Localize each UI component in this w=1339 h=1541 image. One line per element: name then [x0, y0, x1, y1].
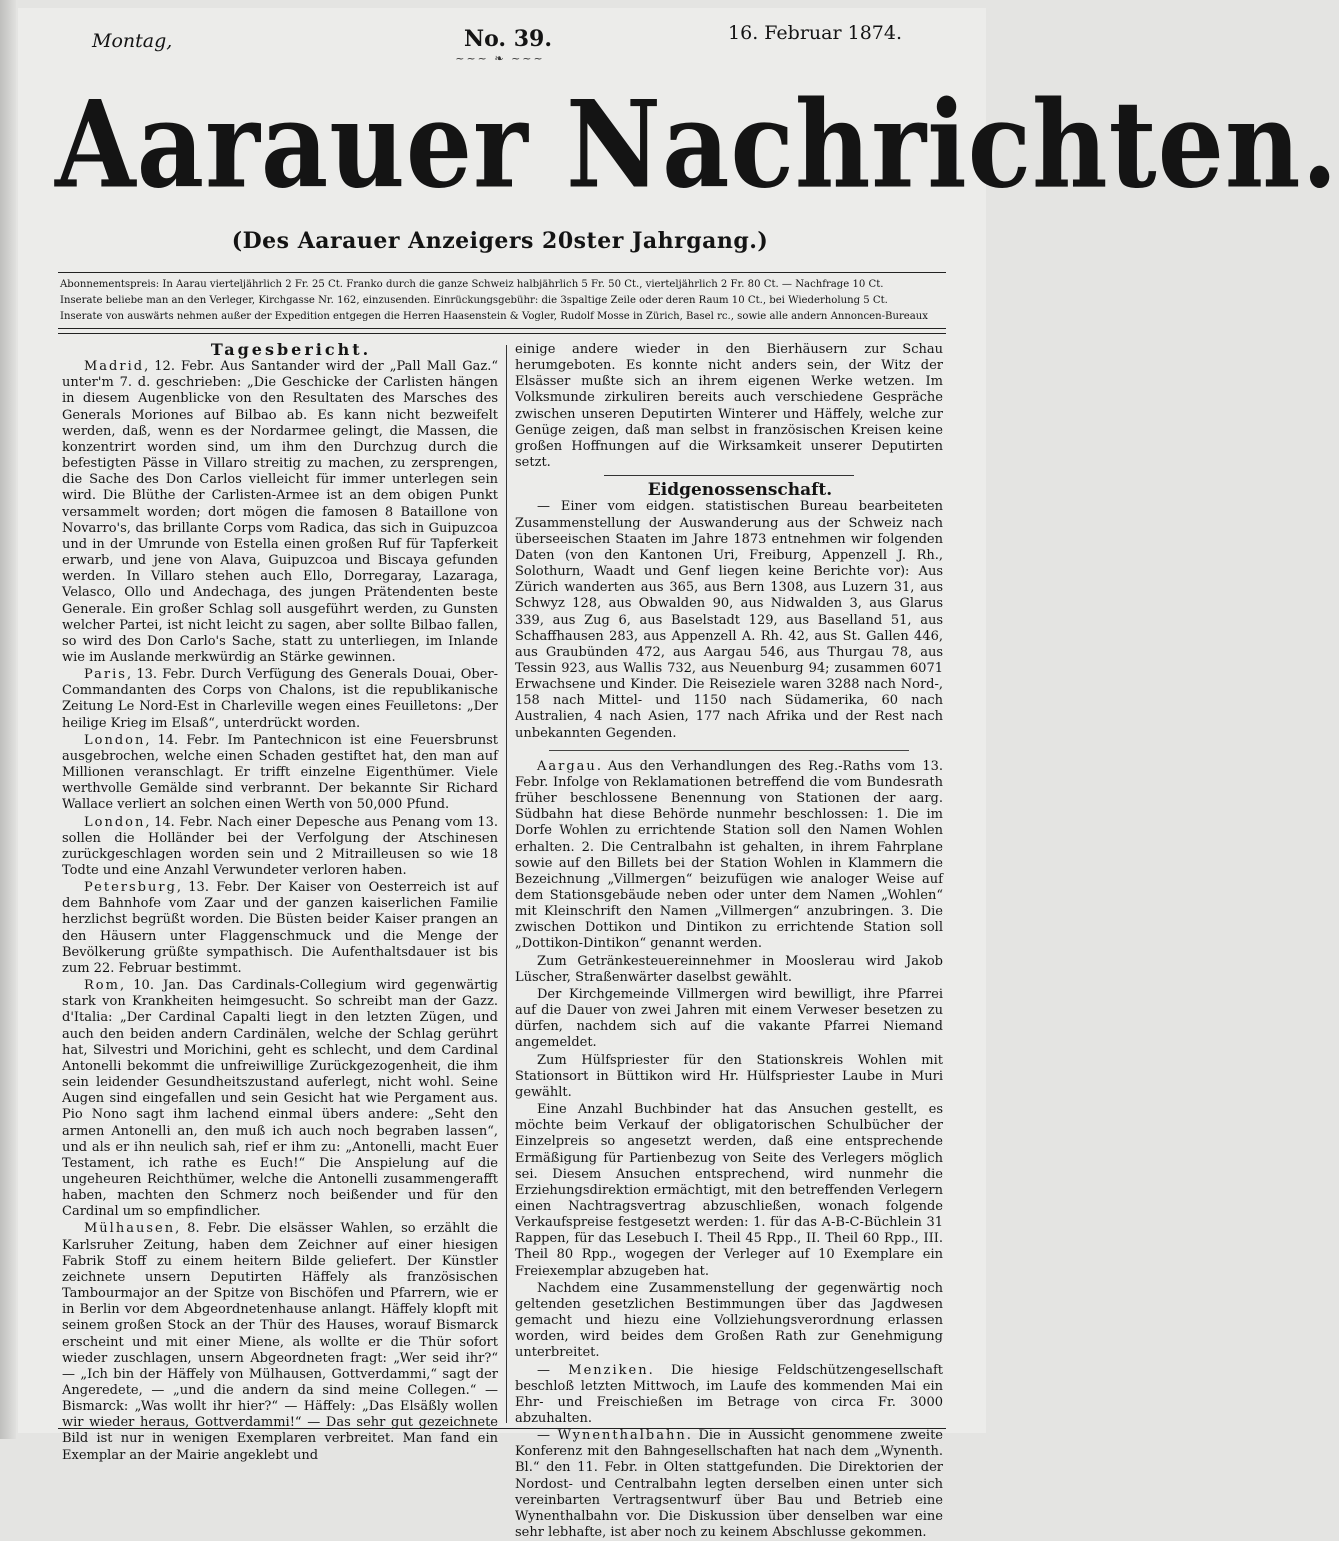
dateline-place: Wynenthalbahn [557, 1428, 687, 1444]
masthead-subtitle: (Des Aarauer Anzeigers 20ster Jahrgang.) [231, 228, 769, 254]
right-column [515, 342, 943, 1541]
article-paragraph [62, 359, 498, 666]
dateline-place: Paris [84, 667, 127, 683]
issue-number: No. 39. [464, 26, 552, 52]
dateline-place: Petersburg [84, 880, 177, 896]
subscription-notice [60, 277, 944, 325]
notice-rule-double [58, 333, 946, 334]
notice-line: Inserate von auswärts nehmen außer der Expedition entgegen die Herren Haasenstein & Vogler, Rudolf Mosse in Zürich, Basel rc., sowie alle andern Annoncen-Bureaux [60, 311, 928, 322]
article-paragraph: Zum Getränkesteuereinnehmer in Mooslerau wird Jakob Lüscher, Straßenwärter daselbst gewählt. [515, 953, 943, 985]
article-text: , 13. Febr. Der Kaiser von Oesterreich ist auf dem Bahnhofe vom Zaar und der ganzen kaiserlichen Familie herzlichst begrüßt worden. Die Büsten beider Kaiser prangen an den Häusern unter Flaggenschmuck und die Menge der Bevölkerung grüßte sympathisch. Die Aufenthaltsdauer ist bis zum 22. Februar bestimmt. [62, 880, 498, 976]
article-paragraph: Der Kirchgemeinde Villmergen wird bewilligt, ihre Pfarrei auf die Dauer von zwei Jahren mit einem Verweser besetzen zu dürfen, nachdem sich auf die vakante Pfarrei Niemand angemeldet. [515, 986, 943, 1051]
issue-day: Montag, [92, 30, 173, 52]
notice-line: Inserate beliebe man an den Verleger, Kirchgasse Nr. 162, einzusenden. Einrückungsgebühr: die 3spaltige Zeile oder deren Raum 10 Ct., bei Wiederholung 5 Ct. [60, 295, 888, 306]
article-continuation: einige andere wieder in den Bierhäusern zur Schau herumgeboten. Es konnte nicht anders sein, der Witz der Elsässer mußte sich an ihrem eigenen Werke wetzen. Im Volksmunde zirkuliren bereits auch verschiedene Gespräche zwischen unseren Deputirten Winterer und Häffely, welche zur Genüge zeigen, daß man selbst in französischen Kreisen keine großen Hoffnungen auf die Wirksamkeit unserer Deputirten setzt. [515, 342, 943, 471]
article-paragraph: Zum Hülfspriester für den Stationskreis Wohlen mit Stationsort in Büttikon wird Hr. Hülfspriester Laube in Muri gewählt. [515, 1052, 943, 1100]
article-text: , 12. Febr. Aus Santander wird der „Pall Mall Gaz.“ unter'm 7. d. geschrieben: „Die Geschicke der Carlisten hängen in diesem Augenblicke von den Resultaten des Marsches des Generals Moriones auf Bilbao ab. Es kann nicht bezweifelt werden, daß, wenn es der Nordarmee gelingt, die Massen, die konzentrirt worden sind, um ihm den Durchzug durch die befestigten Pässe in Villaro streitig zu machen, zu zersprengen, die Sache des Don Carlos vielleicht für immer unterlegen sein wird. Die Blüthe der Carlisten-Armee ist an dem obigen Punkt versammelt worden; dort mögen die famosen 8 Bataillone von Novarro's, das brillante Corps vom Radica, das sich in Guipuzcoa und in der Umrunde von Estella einen großen Ruf für Tapferkeit erwarb, und jene von Alava, Guipuzcoa und Biscaya gefunden werden. In Villaro stehen auch Ello, Dorregaray, Lazaraga, Velasco, Ollo und Andechaga, des jungen Prätendenten beste Generale. Ein großer Schlag soll ausgeführt werden, zu Gunsten welcher Partei, ist nicht leicht zu sagen, aber sollte Bilbao fallen, so wird des Don Carlo's Sache, statt zu unterliegen, im Inlande wie im Auslande merkwürdig an Stärke gewinnen. [62, 359, 498, 665]
dateline-place: Aargau [537, 758, 597, 774]
dateline-place: Madrid [84, 359, 145, 375]
dateline-place: Rom [84, 978, 120, 994]
article-paragraph: Nachdem eine Zusammenstellung der gegenwärtig noch geltenden gesetzlichen Bestimmungen über das Jagdwesen gemacht und hiezu eine Vollziehungsverordnung erlassen worden, wird beides dem Großen Rath zur Genehmigung unterbreitet. [515, 1280, 943, 1361]
article-text: . Aus den Verhandlungen des Reg.-Raths vom 13. Febr. Infolge von Reklamationen betreffend die vom Bundesrath früher beschlossene Benennung von Stationen der aarg. Südbahn hat diese Behörde nunmehr beschlossen: 1. Die im Dorfe Wohlen zu errichtende Station soll den Namen Wohlen erhalten. 2. Die Centralbahn ist gehalten, in ihrem Fahrplane sowie auf den Billets bei der Station Wohlen in Klammern die Bezeichnung „Villmergen“ beizufügen wie analoger Weise auf dem Stationsgebäude neben oder unter dem Namen „Wohlen“ mit Kleinschrift den Namen „Villmergen“ anzubringen. 3. Die zwischen Dottikon und Dintikon zu errichtende Station soll „Dottikon-Dintikon“ genannt werden. [515, 758, 943, 952]
article-text: , 13. Febr. Durch Verfügung des Generals Douai, Ober-Commandanten des Corps von Chalons, ist die republikanische Zeitung Le Nord-Est in Charleville wegen eines Feuilletons: „Der heilige Krieg im Elsaß“, unterdrückt worden. [62, 667, 498, 731]
header-rule [58, 272, 946, 273]
article-paragraph [62, 733, 498, 814]
issue-date: 16. Februar 1874. [728, 22, 902, 44]
notice-line: Abonnementspreis: In Aarau vierteljährlich 2 Fr. 25 Ct. Franko durch die ganze Schweiz halbjährlich 5 Fr. 50 Ct., vierteljährlich 2 Fr. 80 Ct. — Nachfrage 10 Ct. [60, 279, 884, 290]
section-heading: Tagesbericht. [210, 340, 372, 359]
dateline-place: Menziken [568, 1362, 649, 1378]
dateline-place: Mülhausen [84, 1221, 176, 1237]
article-paragraph: — Menziken. Die hiesige Feldschützengesellschaft beschloß letzten Mittwoch, im Laufe des kommenden Mai ein Ehr- und Freischießen im Betrage von circa Fr. 3000 abzuhalten. [515, 1362, 943, 1426]
article-paragraph [62, 978, 498, 1220]
article-paragraph [62, 667, 498, 732]
dateline-place: London [84, 814, 146, 830]
article-paragraph [62, 815, 498, 880]
article-text: , 10. Jan. Das Cardinals-Collegium wird gegenwärtig stark von Krankheiten heimgesucht. So schreibt man der Gazz. d'Italia: „Der Cardinal Capalti liegt in den letzten Zügen, und auch den beiden andern Cardinälen, welche der Schlag gerührt hat, Silvestri und Morichini, geht es schlecht, und dem Cardinal Antonelli bekommt die unfreiwillige Zurückgezogenheit, die ihm sein leidender Gesundheitszustand auferlegt, nicht wohl. Seine Augen sind eingefallen und sein Gesicht hat wie Pergament aus. Pio Nono sagt ihm lachend einmal übers andere: „Seht den armen Antonelli an, den muß ich auch noch begraben lassen“, und als er ihn neulich sah, rief er ihm zu: „Antonelli, macht Euer Testament, ich rathe es Euch!“ Die Anspielung auf die ungeheuren Reichthümer, welche die Antonelli zusammengerafft haben, machten den Schmerz noch beißender und für den Cardinal um so empfindlicher. [62, 978, 498, 1220]
article-text: , 8. Febr. Die elsässer Wahlen, so erzählt die Karlsruher Zeitung, haben dem Zeichner auf einer hiesigen Fabrik Stoff zu einem heitern Bilde geliefert. Der Künstler zeichnete unsern Deputirten Häffely als französischen Tambourmajor an der Spitze von Bischöfen und Pfarrern, wie er in Berlin vor dem Abgeordnetenhause anlangt. Häffely klopft mit seinem großen Stock an der Thür des Hauses, worauf Bismarck erscheint und mit einer Miene, als wollte er die Thür sofort wieder zuschlagen, unsern Abgeordneten fragt: „Wer seid ihr?“ — „Ich bin der Häffely von Mülhausen, Gottverdammi,“ sagt der Angeredete, — „und die andern da sind meine Collegen.“ — Bismarck: „Was wollt ihr hier?“ — Häffely: „Das Elsäßly wollen wir wieder heraus, Gottverdammi!“ — Das sehr gut gezeichnete Bild ist nur in wenigen Exemplaren verbreitet. Man fand ein Exemplar an der Mairie angeklebt und [62, 1221, 498, 1463]
article-text: , 14. Febr. Im Pantechnicon ist eine Feuersbrunst ausgebrochen, welche einen Schaden gestiftet hat, den man auf Millionen veranschlagt. Er trifft einzelne Eigenthümer. Viele werthvolle Gemälde sind verbrannt. Der bekannte Sir Richard Wallace verliert an solchen einen Werth von 50,000 Pfund. [62, 732, 498, 813]
column-divider [506, 345, 507, 1423]
article-text: , 14. Febr. Nach einer Depesche aus Penang vom 13. sollen die Holländer bei der Verfolgung der Atschinesen zurückgeschlagen worden sein und 2 Mitrailleusen so wie 18 Todte und eine Anzahl Verwundeter verloren haben. [62, 814, 498, 878]
ornament-flourish: ~~~ ❧ ~~~ [455, 52, 545, 65]
article-rule [549, 750, 909, 751]
bottom-rule [58, 1428, 946, 1429]
article-paragraph: Eine Anzahl Buchbinder hat das Ansuchen gestellt, es möchte beim Verkauf der obligatorischen Schulbücher der Einzelpreis so angesetzt werden, daß eine entsprechende Ermäßigung für Partienbezug von Seite des Verlegers möglich sei. Diesem Ansuchen entsprechend, wird nunmehr die Erziehungsdirektion ermächtigt, mit den betreffenden Verlegern einen Nachtragsvertrag abzuschließen, wonach folgende Verkaufspreise festgesetzt werden: 1. für das A-B-C-Büchlein 31 Rappen, für das Lesebuch I. Theil 45 Rpp., II. Theil 60 Rpp., III. Theil 80 Rpp., wogegen der Verleger auf 10 Exemplare ein Freiexemplar abzugeben hat. [515, 1102, 943, 1279]
dateline-place: London [84, 732, 146, 748]
left-column [62, 340, 498, 1463]
article-text: . Die in Aussicht genommene zweite Konferenz mit den Bahngesellschaften hat nach dem „Wynenth. Bl.“ den 11. Febr. in Olten stattgefunden. Die Direktorien der Nordost- und Centralbahn legten derselben einen unter sich vereinbarten Vertragsentwurf über Bau und Betrieb eine Wynenthalbahn vor. Die Diskussion über denselben war eine sehr lebhafte, ist aber noch zu keinem Abschlusse gekommen. [515, 1428, 943, 1541]
article-paragraph [62, 880, 498, 977]
dateline [92, 22, 902, 52]
article-text: . Die hiesige Feldschützengesellschaft beschloß letzten Mittwoch, im Laufe des kommenden Mai ein Ehr- und Freischießen im Betrage von circa Fr. 3000 abzuhalten. [515, 1362, 943, 1426]
article-paragraph: — Wynenthalbahn. Die in Aussicht genommene zweite Konferenz mit den Bahngesellschaften hat nach dem „Wynenth. Bl.“ den 11. Febr. in Olten stattgefunden. Die Direktorien der Nordost- und Centralbahn legten derselben einen unter sich vereinbarten Vertragsentwurf über Bau und Betrieb eine Wynenthalbahn vor. Die Diskussion über denselben war eine sehr lebhafte, ist aber noch zu keinem Abschlusse gekommen. [515, 1428, 943, 1541]
paper-edge [0, 0, 16, 1439]
notice-rule [58, 328, 946, 329]
masthead-title: Aarauer Nachrichten. [55, 73, 1339, 216]
article-paragraph: — Einer vom eidgen. statistischen Bureau bearbeiteten Zusammenstellung der Auswanderung aus der Schweiz nach überseeischen Staaten im Jahre 1873 entnehmen wir folgenden Daten (von den Kantonen Uri, Freiburg, Appenzell J. Rh., Solothurn, Waadt und Genf liegen keine Berichte vor): Aus Zürich wanderten aus 365, aus Bern 1308, aus Luzern 31, aus Schwyz 128, aus Obwalden 90, aus Nidwalden 3, aus Glarus 339, aus Zug 6, aus Baselstadt 129, aus Baselland 51, aus Schaffhausen 283, aus Appenzell A. Rh. 42, aus St. Gallen 446, aus Graubünden 472, aus Aargau 546, aus Thurgau 78, aus Tessin 923, aus Wallis 732, aus Neuenburg 94; zusammen 6071 Erwachsene und Kinder. Die Reiseziele waren 3288 nach Nord-, 158 nach Mittel- und 1150 nach Südamerika, 60 nach Australien, 4 nach Asien, 177 nach Afrika und der Rest nach unbekannten Gegenden. [515, 499, 943, 741]
section-rule [604, 475, 854, 476]
section-heading: Eidgenossenschaft. [647, 480, 833, 501]
article-paragraph [515, 759, 943, 953]
